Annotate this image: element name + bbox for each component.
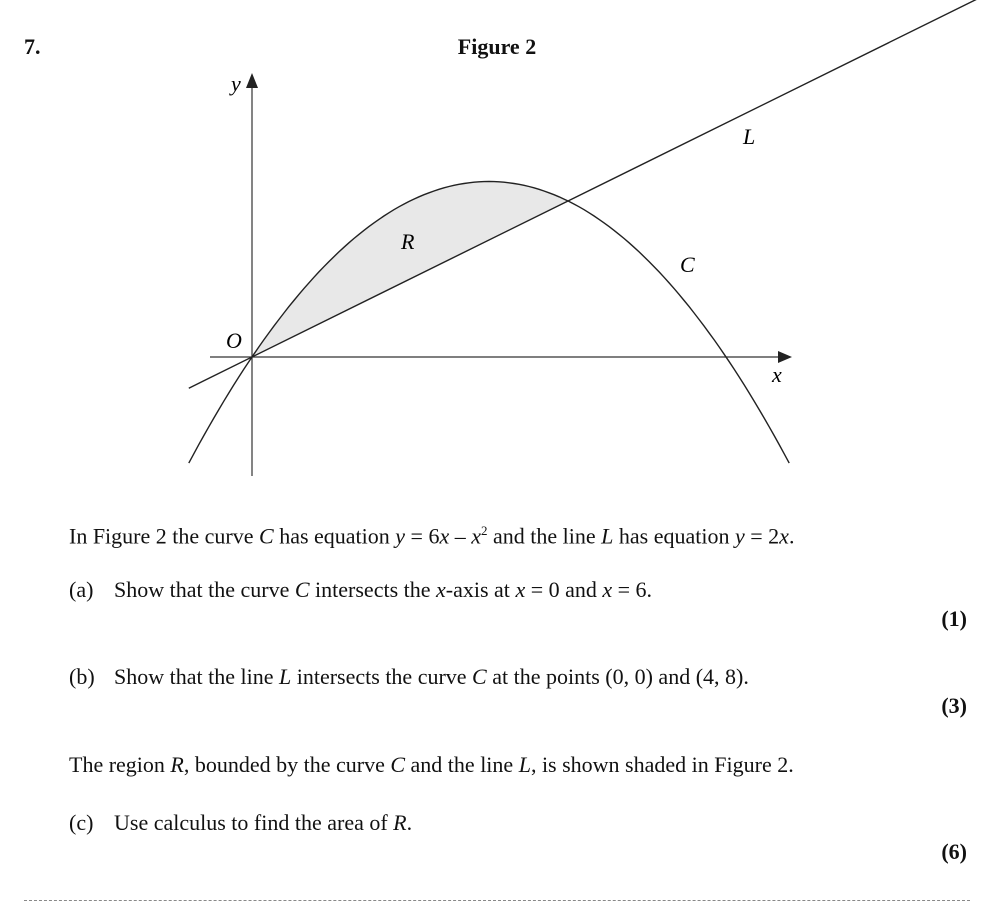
figure-title: Figure 2	[457, 34, 537, 59]
origin-label: O	[226, 328, 242, 353]
intro-sentence: In Figure 2 the curve C has equation $y = 6x - x^2$ and the line L has equation y = 2x.	[69, 523, 795, 549]
y-axis-arrowhead	[246, 73, 258, 88]
region-sentence: The region R, bounded by the curve C and the line L, is shown shaded in Figure 2.	[69, 752, 794, 777]
part-b-marks: (3)	[941, 693, 967, 718]
shaded-region-r	[252, 182, 568, 358]
y-axis-label: y	[231, 71, 241, 96]
line-l-label: L	[743, 124, 756, 149]
part-a-text: Show that the curve C intersects the x-axis at x = 0 and x = 6.	[114, 577, 653, 602]
page-divider	[24, 900, 970, 901]
x-axis-label: x	[772, 362, 782, 387]
part-c-marks: (6)	[941, 839, 967, 864]
part-a-marks: (1)	[941, 606, 967, 631]
question-number: 7.	[24, 34, 41, 59]
region-r-label: R	[401, 229, 415, 254]
part-c-text: Use calculus to find the area of R.	[114, 810, 413, 835]
part-b-label: (b)	[69, 664, 95, 689]
part-a-label: (a)	[69, 577, 94, 602]
part-c-label: (c)	[69, 810, 94, 835]
line-l	[189, 0, 994, 388]
curve-c-label: C	[680, 252, 695, 277]
part-b-text: Show that the line L intersects the curve C at the points (0, 0) and (4, 8).	[114, 664, 749, 689]
